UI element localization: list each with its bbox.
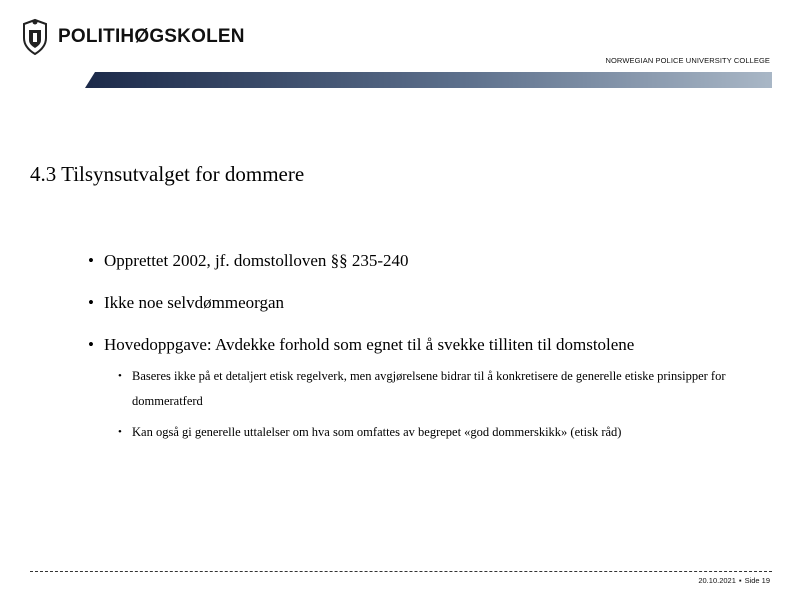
police-crest-icon (20, 18, 50, 56)
bullet-icon: • (88, 335, 94, 354)
bullet-text: Ikke noe selvdømmeorgan (104, 293, 285, 312)
footer-separator: ▪ (738, 576, 742, 585)
bullet-icon: • (88, 251, 94, 270)
bullet-list (88, 250, 778, 451)
sub-bullet-list (118, 364, 778, 445)
institution-logo (20, 18, 245, 56)
list-item (88, 292, 778, 314)
list-item (88, 334, 778, 356)
footer-divider (30, 571, 772, 572)
bullet-text: Hovedoppgave: Avdekke forhold som egnet til å svekke tilliten til domstolene (104, 335, 635, 354)
sub-bullet-icon: • (118, 370, 122, 382)
sub-list-item (118, 364, 778, 414)
page-number: Side 19 (744, 576, 770, 585)
sub-bullet-text: Kan også gi generelle uttalelser om hva som omfattes av begrepet «god dommerskikk» (etisk råd) (132, 425, 622, 439)
slide-header (0, 0, 800, 90)
sub-list-item (118, 420, 778, 445)
footer-date: 20.10.2021 (698, 576, 736, 585)
slide-title: 4.3 Tilsynsutvalget for dommere (30, 162, 305, 186)
bullet-icon: • (88, 293, 94, 312)
slide-footer (698, 576, 770, 585)
bullet-text: Opprettet 2002, jf. domstolloven §§ 235-240 (104, 251, 409, 270)
list-item (88, 250, 778, 272)
logo-text: POLITIHØGSKOLEN (58, 26, 245, 47)
sub-bullet-text: Baseres ikke på et detaljert etisk regelverk, men avgjørelsene bidrar til å konkretisere de generelle etiske prinsipper for dommeratferd (132, 369, 726, 408)
header-color-band (0, 72, 800, 88)
sub-bullet-icon: • (118, 426, 122, 438)
institution-subtitle: NORWEGIAN POLICE UNIVERSITY COLLEGE (605, 56, 770, 65)
